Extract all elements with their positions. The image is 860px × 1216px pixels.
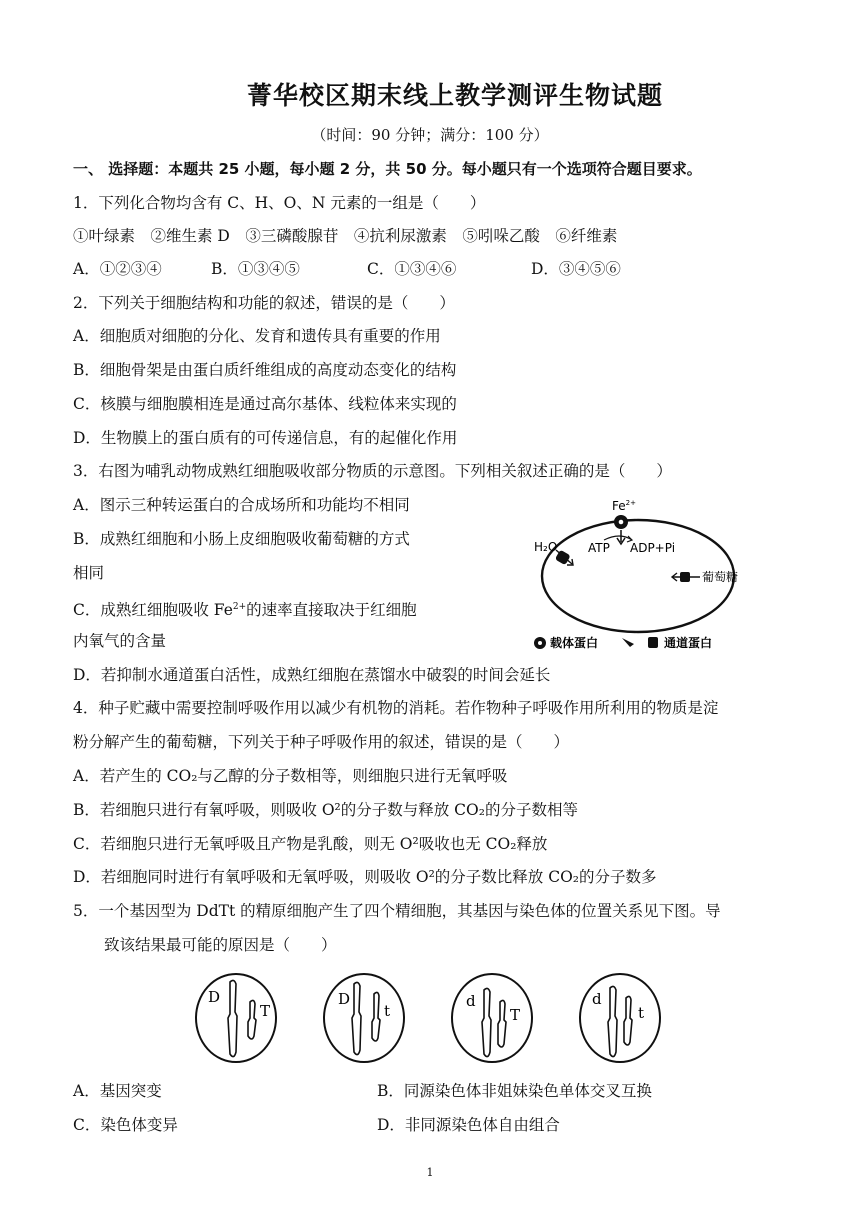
sperm-cell-4 <box>580 974 660 1062</box>
q5-options-row2 <box>73 1114 560 1136</box>
legend-channel-label: 通道蛋白 <box>664 636 713 650</box>
legend-channel-icon-b <box>648 637 658 648</box>
q4-option-c: C．若细胞只进行无氧呼吸且产物是乳酸，则无 O²吸收也无 CO₂释放 <box>73 835 548 853</box>
q1-option-a: A．①②③④ <box>73 260 162 278</box>
section-heading: 一、 选择题：本题共 25 小题，每小题 2 分，共 50 分。每小题只有一个选项符合题目要求。 <box>73 160 702 178</box>
q5-stem-line1: 5．一个基因型为 DdTt 的精原细胞产生了四个精细胞，其基因与染色体的位置关系见下图。导 <box>73 902 721 920</box>
exam-time-score: （时间：90 分钟；满分：100 分） <box>311 126 549 144</box>
q2-stem: 2．下列关于细胞结构和功能的叙述，错误的是（ ） <box>73 294 455 312</box>
q3-option-c-text-a: C．成熟红细胞吸收 Fe <box>73 601 233 620</box>
q5-option-d: D．非同源染色体自由组合 <box>377 1116 560 1134</box>
q4-option-a: A．若产生的 CO₂与乙醇的分子数相等，则细胞只进行无氧呼吸 <box>73 767 508 785</box>
q3-option-b-line1: B．成熟红细胞和小肠上皮细胞吸收葡萄糖的方式 <box>73 530 410 548</box>
q3-option-b-line2: 相同 <box>73 564 105 582</box>
q2-option-d: D．生物膜上的蛋白质有的可传递信息，有的起催化作用 <box>73 429 458 447</box>
gene-label-left: d <box>592 990 602 1008</box>
q1-items: ①叶绿素 ②维生素 D ③三磷酸腺苷 ④抗利尿激素 ⑤吲哚乙酸 ⑥纤维素 <box>73 227 618 245</box>
q2-option-b: B．细胞骨架是由蛋白质纤维组成的高度动态变化的结构 <box>73 361 457 379</box>
q1-option-d: D．③④⑤⑥ <box>531 260 621 278</box>
sperm-cells-figure <box>190 972 670 1068</box>
rbc-transport-figure <box>520 494 760 654</box>
q3-option-c-sup: 2+ <box>232 602 247 612</box>
gene-label-left: D <box>208 988 221 1006</box>
q4-option-d: D．若细胞同时进行有氧呼吸和无氧呼吸，则吸收 O²的分子数比释放 CO₂的分子数多 <box>73 868 657 886</box>
q3-option-c-text-b: 的速率直接取决于红细胞 <box>246 601 417 620</box>
sperm-cell-1 <box>196 974 276 1062</box>
q5-options-row1 <box>73 1080 652 1102</box>
h2o-label: H₂O <box>534 540 558 554</box>
q1-option-c: C．①③④⑥ <box>367 260 457 278</box>
q1-options <box>73 258 621 280</box>
gene-label-right: t <box>384 1002 391 1020</box>
q3-stem: 3．右图为哺乳动物成熟红细胞吸收部分物质的示意图。下列相关叙述正确的是（ ） <box>73 462 672 480</box>
fe-label: $Fe^{2+}$ <box>612 499 636 513</box>
q5-option-c: C．染色体变异 <box>73 1116 178 1134</box>
legend-channel-icon-a <box>622 638 634 647</box>
atp-label: ATP <box>588 541 610 555</box>
gene-label-left: D <box>338 990 351 1008</box>
adp-label: ADP+Pi <box>630 541 676 555</box>
gene-label-right: T <box>260 1002 271 1020</box>
q1-option-b: B．①③④⑤ <box>211 260 300 278</box>
q3-option-c-line1 <box>73 596 417 621</box>
q3-option-a: A．图示三种转运蛋白的合成场所和功能均不相同 <box>73 496 410 514</box>
q1-stem: 1．下列化合物均含有 C、H、O、N 元素的一组是（ ） <box>73 194 486 212</box>
q3-option-c-line2: 内氧气的含量 <box>73 632 167 650</box>
gene-label-right: t <box>638 1004 645 1022</box>
page-title: 菁华校区期末线上教学测评生物试题 <box>246 81 663 110</box>
sperm-cell-2 <box>324 974 404 1062</box>
q4-stem-line2: 粉分解产生的葡萄糖，下列关于种子呼吸作用的叙述，错误的是（ ） <box>73 733 570 751</box>
q2-option-a: A．细胞质对细胞的分化、发育和遗传具有重要的作用 <box>73 327 441 345</box>
glucose-label: 葡萄糖 <box>702 570 739 584</box>
sperm-cell-3 <box>452 974 532 1062</box>
q4-option-b: B．若细胞只进行有氧呼吸，则吸收 O²的分子数与释放 CO₂的分子数相等 <box>73 801 578 819</box>
legend-carrier-label: 载体蛋白 <box>550 636 599 650</box>
q4-stem-line1: 4．种子贮藏中需要控制呼吸作用以减少有机物的消耗。若作物种子呼吸作用所利用的物质是淀 <box>73 699 719 717</box>
gene-label-left: d <box>466 992 476 1010</box>
q2-option-c: C．核膜与细胞膜相连是通过高尔基体、线粒体来实现的 <box>73 395 457 413</box>
q5-option-a: A．基因突变 <box>73 1082 162 1100</box>
q5-option-b: B．同源染色体非姐妹染色单体交叉互换 <box>377 1082 652 1100</box>
q3-option-d: D．若抑制水通道蛋白活性，成熟红细胞在蒸馏水中破裂的时间会延长 <box>73 666 551 684</box>
gene-label-right: T <box>510 1006 521 1024</box>
q5-stem-line2: 致该结果最可能的原因是（ ） <box>104 936 337 954</box>
page-number: 1 <box>426 1166 434 1179</box>
